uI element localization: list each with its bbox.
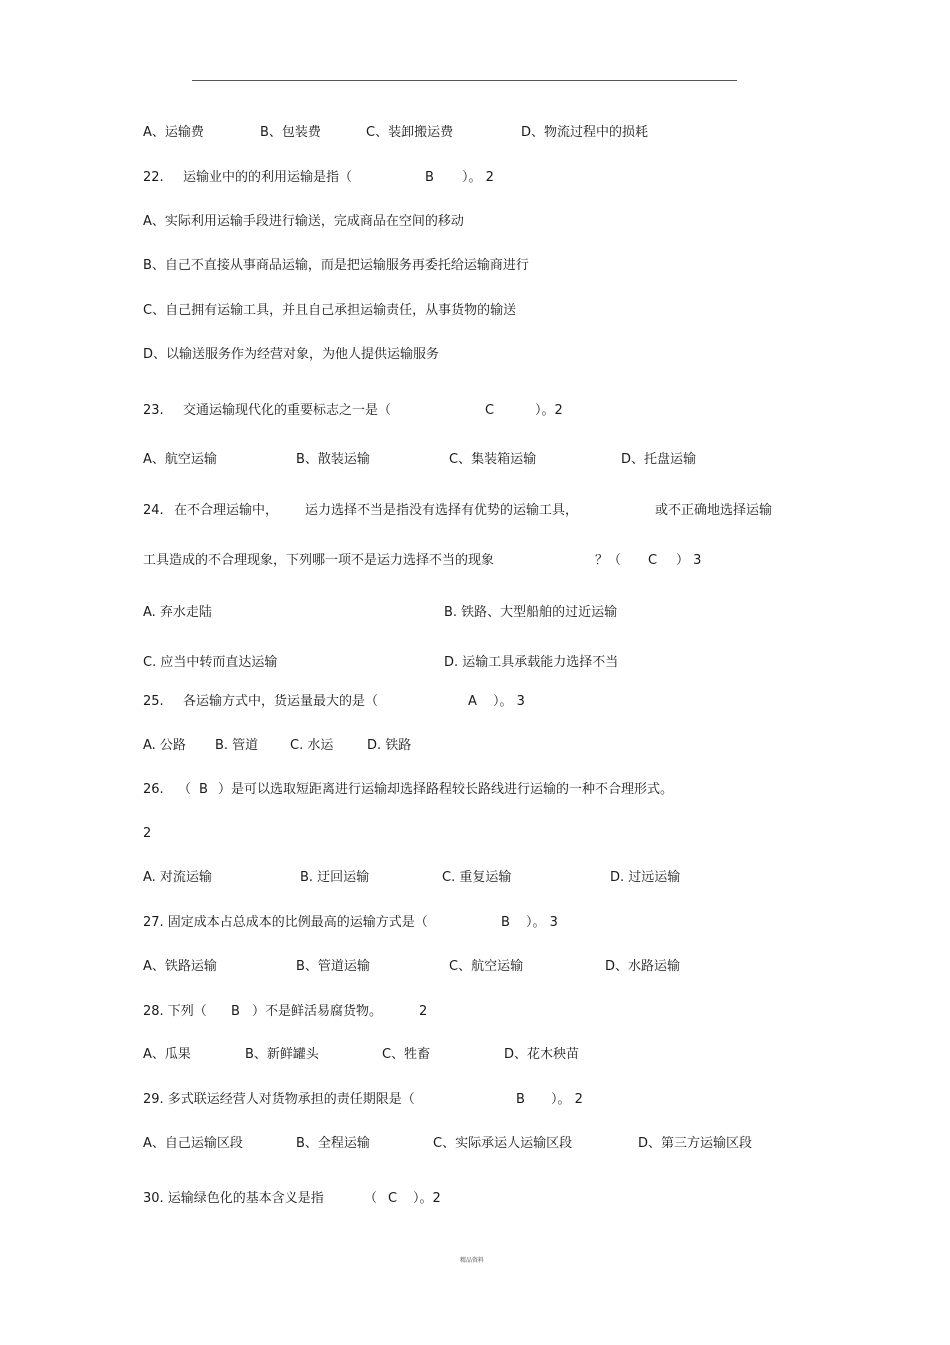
q28-option-d: D、花木秧苗 — [504, 1047, 580, 1062]
q25-option-d: D. 铁路 — [367, 738, 412, 753]
q22-answer: B — [425, 170, 434, 185]
q29-option-b: B、全程运输 — [296, 1136, 370, 1151]
q23-end: ）。2 — [535, 403, 563, 418]
q23-question: 交通运输现代化的重要标志之一是（ — [183, 403, 392, 418]
q23-number: 23. — [143, 403, 164, 418]
q29-end: ）。 2 — [551, 1092, 583, 1107]
q24-end: ） 3 — [676, 553, 702, 568]
q24-question-part3: 或不正确地选择运输 — [655, 503, 773, 518]
q24-number: 24. — [143, 503, 164, 518]
q22-option-b: B、自己不直接从事商品运输，而是把运输服务再委托给运输商进行 — [143, 258, 529, 273]
q27-option-d: D、水路运输 — [605, 959, 681, 974]
q29-question: 29. 多式联运经营人对货物承担的责任期限是（ — [143, 1092, 415, 1107]
q27-answer: B — [501, 915, 510, 930]
q24-option-b: B. 铁路、大型船舶的过近运输 — [444, 605, 618, 620]
q24-option-a: A. 弃水走陆 — [143, 605, 212, 620]
q22-option-d: D、以输送服务作为经营对象，为他人提供运输服务 — [143, 347, 440, 362]
q30-question: 30. 运输绿色化的基本含义是指 — [143, 1191, 324, 1206]
page-footer: 精品资料 — [460, 1257, 485, 1264]
q23-option-d: D、托盘运输 — [621, 452, 697, 467]
q21-option-c: C、装卸搬运费 — [366, 125, 454, 140]
q26-option-c: C. 重复运输 — [442, 870, 512, 885]
q21-option-a: A、运输费 — [143, 125, 204, 140]
q24-answer: C — [648, 553, 658, 568]
q24-option-d: D. 运输工具承载能力选择不当 — [444, 655, 619, 670]
q28-end: ）不是鲜活易腐货物。 — [252, 1004, 383, 1019]
q28-score: 2 — [419, 1004, 428, 1019]
q24-question-part1: 在不合理运输中， — [174, 503, 279, 518]
q25-option-b: B. 管道 — [215, 738, 259, 753]
q26-number: 26. — [143, 782, 164, 797]
q29-option-c: C、实际承运人运输区段 — [433, 1136, 573, 1151]
header-rule — [192, 80, 737, 81]
q27-option-a: A、铁路运输 — [143, 959, 217, 974]
q26-answer: B — [199, 782, 208, 797]
q26-question: ）是可以选取短距离进行运输却选择路程较长路线进行运输的一种不合理形式。 — [218, 782, 674, 797]
q26-option-a: A. 对流运输 — [143, 870, 212, 885]
q25-number: 25. — [143, 694, 164, 709]
q25-question: 各运输方式中，货运量最大的是（ — [183, 694, 379, 709]
q28-question: 28. 下列（ — [143, 1004, 207, 1019]
q23-option-a: A、航空运输 — [143, 452, 217, 467]
q22-option-c: C、自己拥有运输工具，并且自己承担运输责任，从事货物的输送 — [143, 303, 517, 318]
q25-option-a: A. 公路 — [143, 738, 186, 753]
q26-option-d: D. 过远运输 — [610, 870, 681, 885]
q28-option-c: C、牲畜 — [382, 1047, 431, 1062]
q25-end: ）。 3 — [493, 694, 525, 709]
q24-question-line2: 工具造成的不合理现象，下列哪一项不是运力选择不当的现象 — [143, 553, 495, 568]
q28-answer: B — [231, 1004, 240, 1019]
q23-answer: C — [485, 403, 495, 418]
q26-option-b: B. 迂回运输 — [300, 870, 370, 885]
q29-option-d: D、第三方运输区段 — [638, 1136, 753, 1151]
q22-question: 运输业中的的利用运输是指（ — [183, 170, 353, 185]
q30-answer: C — [388, 1191, 398, 1206]
q22-option-a: A、实际利用运输手段进行输送，完成商品在空间的移动 — [143, 214, 464, 229]
q24-question-mark: ？（ — [595, 553, 622, 568]
q27-end: ）。 3 — [526, 915, 558, 930]
q28-option-b: B、新鲜罐头 — [245, 1047, 319, 1062]
q24-option-c: C. 应当中转而直达运输 — [143, 655, 278, 670]
q23-option-c: C、集装箱运输 — [449, 452, 537, 467]
q30-end: ）。2 — [413, 1191, 441, 1206]
q27-option-b: B、管道运输 — [296, 959, 370, 974]
q25-option-c: C. 水运 — [290, 738, 334, 753]
q25-answer: A — [468, 694, 477, 709]
q27-question: 27. 固定成本占总成本的比例最高的运输方式是（ — [143, 915, 428, 930]
q28-option-a: A、瓜果 — [143, 1047, 191, 1062]
q30-open-paren: （ — [364, 1191, 378, 1206]
q29-option-a: A、自己运输区段 — [143, 1136, 243, 1151]
q26-open-paren: （ — [178, 782, 192, 797]
q21-option-d: D、物流过程中的损耗 — [521, 125, 649, 140]
q24-question-part2: 运力选择不当是指没有选择有优势的运输工具， — [305, 503, 579, 518]
q22-end: ）。 2 — [462, 170, 494, 185]
q29-answer: B — [516, 1092, 525, 1107]
q23-option-b: B、散装运输 — [296, 452, 370, 467]
q21-option-b: B、包装费 — [260, 125, 321, 140]
q27-option-c: C、航空运输 — [449, 959, 524, 974]
q22-number: 22. — [143, 170, 164, 185]
q26-score: 2 — [143, 826, 152, 841]
